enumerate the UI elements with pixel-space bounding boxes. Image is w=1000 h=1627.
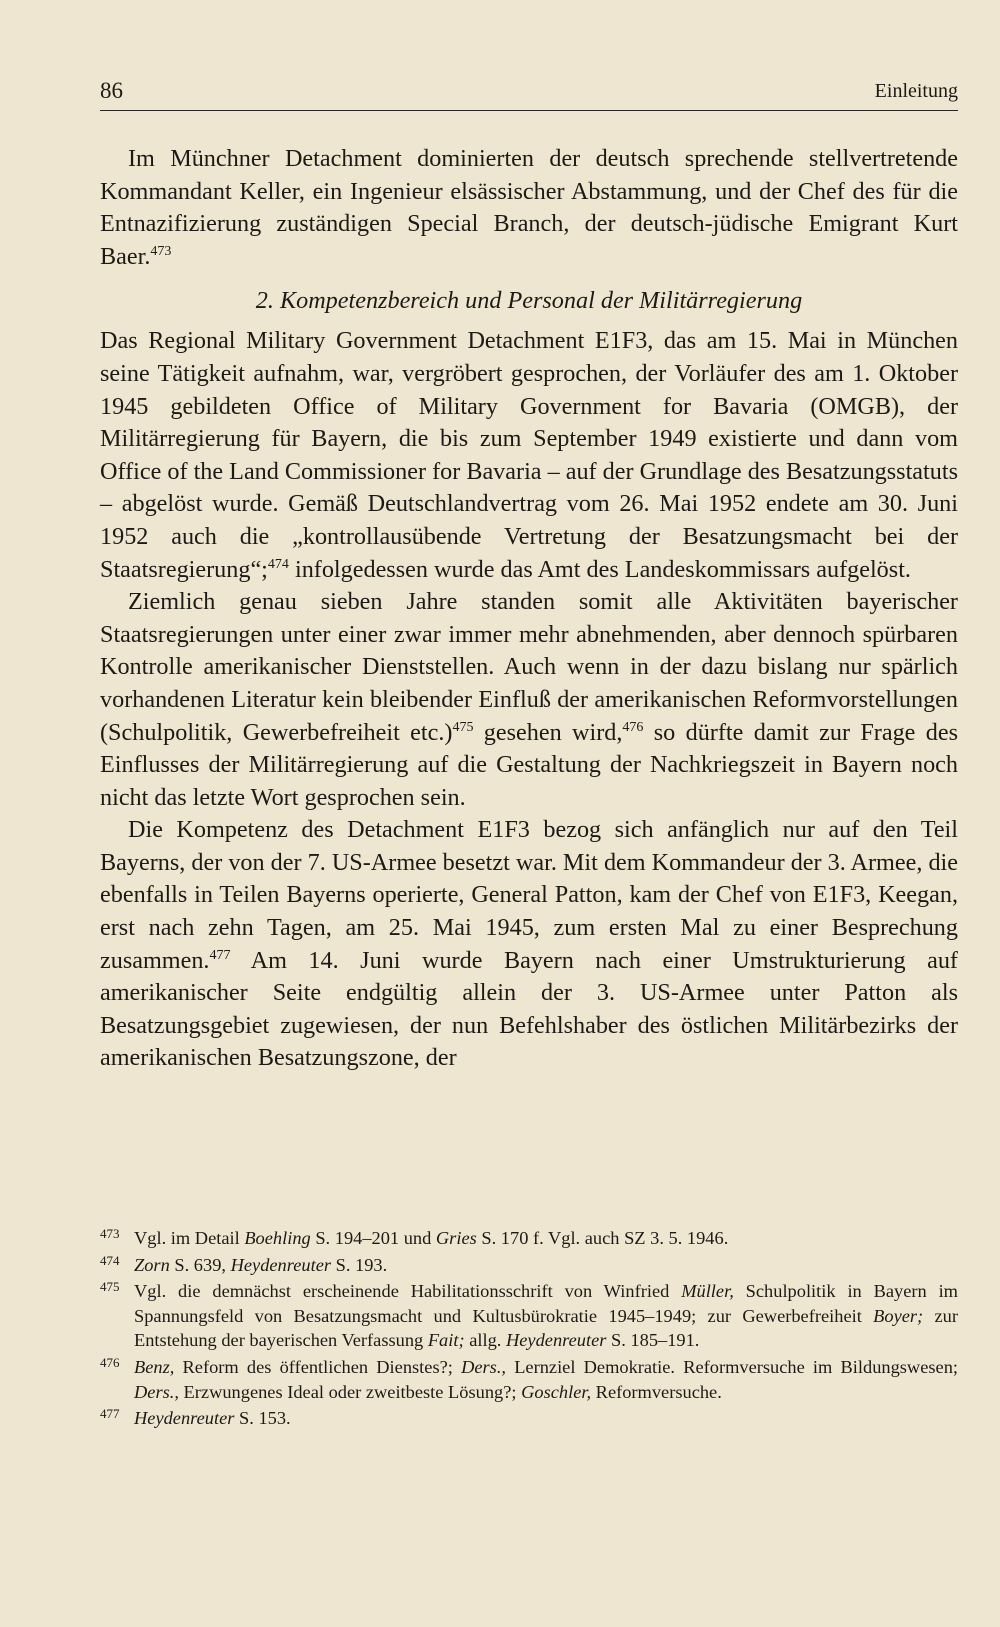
footnote-number: 474 (100, 1252, 120, 1268)
paragraph-4 (100, 814, 958, 1075)
footnote-ref-476[interactable]: 476 (622, 719, 644, 735)
footnote-number: 473 (100, 1226, 120, 1241)
footnote-476 (100, 1355, 958, 1404)
paragraph-3-text-b: gesehen wird, (473, 718, 623, 746)
footnote-author: Boehling (244, 1228, 311, 1248)
page-header (100, 74, 958, 111)
footnote-text: Lernziel Demokratie. Reformversuche im Bildungswesen; (506, 1356, 958, 1377)
footnote-475 (100, 1279, 958, 1353)
paragraph-4-text-a: Die Kompetenz des Detachment E1F3 bezog sich anfänglich nur auf den Teil Bayerns, der von der 7. US-Armee besetzt war. Mit dem Kommandeur der 3. Armee, die ebenfalls in Teilen Bayerns operierte, General Patton, kam der Chef von E1F3, Keegan, erst nach zehn Tagen, am 25. Mai 1945, zum ersten Mal zu einer Besprechung zusammen. (100, 816, 958, 974)
footnote-text: S. 639, (169, 1254, 231, 1275)
paragraph-1 (100, 143, 958, 273)
paragraph-1-text: Im Münchner Detachment dominierten der deutsch sprechende stellvertretende Kommandant Keller, ein Ingenieur elsässischer Abstammung, und der Chef des für die Entnazifizierung zuständigen Special Branch, der deutsch-jüdische Emigrant Kurt Baer. (100, 145, 958, 270)
footnote-text: Erzwungenes Ideal oder zweitbeste Lösung?; (178, 1381, 522, 1402)
footnote-author: Ders., (134, 1381, 179, 1402)
footnote-author: Goschler, (521, 1381, 592, 1402)
footnote-author: Heydenreuter (505, 1330, 607, 1351)
footnote-474 (100, 1253, 958, 1278)
footnote-text: Reform des öffentlichen Dienstes?; (174, 1356, 462, 1377)
footnote-text: Vgl. im Detail (134, 1228, 245, 1248)
footnote-473 (100, 1226, 958, 1251)
footnote-ref-473[interactable]: 473 (150, 243, 172, 259)
footnote-number: 477 (100, 1406, 120, 1422)
paragraph-3-text-c: so dürfte damit zur Frage des Einflusses der Militärregierung auf die Gestaltung der Nachkriegszeit in Bayern noch nicht das letzte Wort gesprochen sein. (100, 718, 958, 811)
footnote-text: S. 194–201 und (310, 1228, 436, 1248)
footnote-text: S. 153. (234, 1408, 291, 1429)
footnote-text: S. 193. (331, 1254, 388, 1275)
body-text (100, 143, 958, 1075)
footnote-text: allg. (464, 1330, 506, 1351)
footnote-text: Reformversuche. (591, 1381, 722, 1402)
paragraph-2-text-b: infolgedessen wurde das Amt des Landeskommissars aufgelöst. (288, 555, 911, 583)
footnote-text: S. 170 f. Vgl. auch SZ 3. 5. 1946. (476, 1228, 729, 1248)
running-head: Einleitung (874, 80, 958, 102)
footnote-author: Heydenreuter (230, 1254, 332, 1275)
paragraph-2 (100, 325, 958, 586)
footnote-ref-474[interactable]: 474 (267, 556, 289, 572)
footnote-text: zur Entstehung der bayerischen Verfassung (134, 1305, 958, 1351)
footnote-ref-477[interactable]: 477 (209, 947, 231, 963)
paragraph-3-text-a: Ziemlich genau sieben Jahre standen somit alle Aktivitäten bayerischer Staatsregierungen unter einer zwar immer mehr abnehmenden, aber dennoch spürbaren Kontrolle amerikanischer Dienststellen. Auch wenn in der dazu bislang nur spärlich vorhandenen Literatur kein bleibender Einfluß der amerikanischen Reformvorstellungen (Schulpolitik, Gewerbefreiheit etc.) (100, 588, 958, 746)
footnote-author: Benz, (134, 1356, 175, 1377)
paragraph-3 (100, 586, 958, 814)
footnote-number: 476 (100, 1354, 120, 1370)
footnote-author: Heydenreuter (134, 1408, 235, 1429)
footnote-author: Müller, (681, 1281, 734, 1302)
section-heading: 2. Kompetenzbereich und Personal der Militärregierung (255, 287, 803, 315)
page-number: 86 (100, 78, 123, 103)
footnote-author: Fait; (427, 1330, 465, 1351)
footnote-author: Ders., (461, 1356, 507, 1377)
footnote-text: Schulpolitik in Bayern im Spannungsfeld von Besatzungsmacht und Kultusbürokratie 1945–1949; zur Gewerbefreiheit (134, 1281, 958, 1326)
footnote-author: Gries (435, 1228, 477, 1248)
footnotes (100, 1226, 958, 1433)
paragraph-4-text-b: Am 14. Juni wurde Bayern nach einer Umstrukturierung auf amerikanischer Seite endgültig allein der 3. US-Armee unter Patton als Besatzungsgebiet zugewiesen, der nun Befehlshaber des östlichen Militärbezirks der amerikanischen Besatzungszone, der (100, 946, 958, 1072)
footnote-text: S. 185–191. (606, 1330, 700, 1351)
paragraph-2-text-a: Das Regional Military Government Detachment E1F3, das am 15. Mai in München seine Tätigkeit aufnahm, war, vergröbert gesprochen, der Vorläufer des am 1. Oktober 1945 gebildeten Office of Military Government for Bavaria (OMGB), der Militärregierung für Bayern, die bis zum September 1949 existierte und dann vom Office of the Land Commissioner for Bavaria – auf der Grundlage des Besatzungsstatuts – abgelöst wurde. Gemäß Deutschlandvertrag vom 26. Mai 1952 endete am 30. Juni 1952 auch die „kontrollausübende Vertretung der Besatzungsmacht bei der Staatsregierung“; (100, 327, 958, 583)
footnote-477 (100, 1406, 958, 1431)
footnote-author: Boyer; (873, 1305, 924, 1326)
footnote-ref-475[interactable]: 475 (452, 719, 474, 735)
footnote-number: 475 (100, 1279, 120, 1295)
footnote-text: Vgl. die demnächst erscheinende Habilitationsschrift von Winfried (134, 1281, 682, 1302)
footnote-author: Zorn (134, 1254, 170, 1275)
